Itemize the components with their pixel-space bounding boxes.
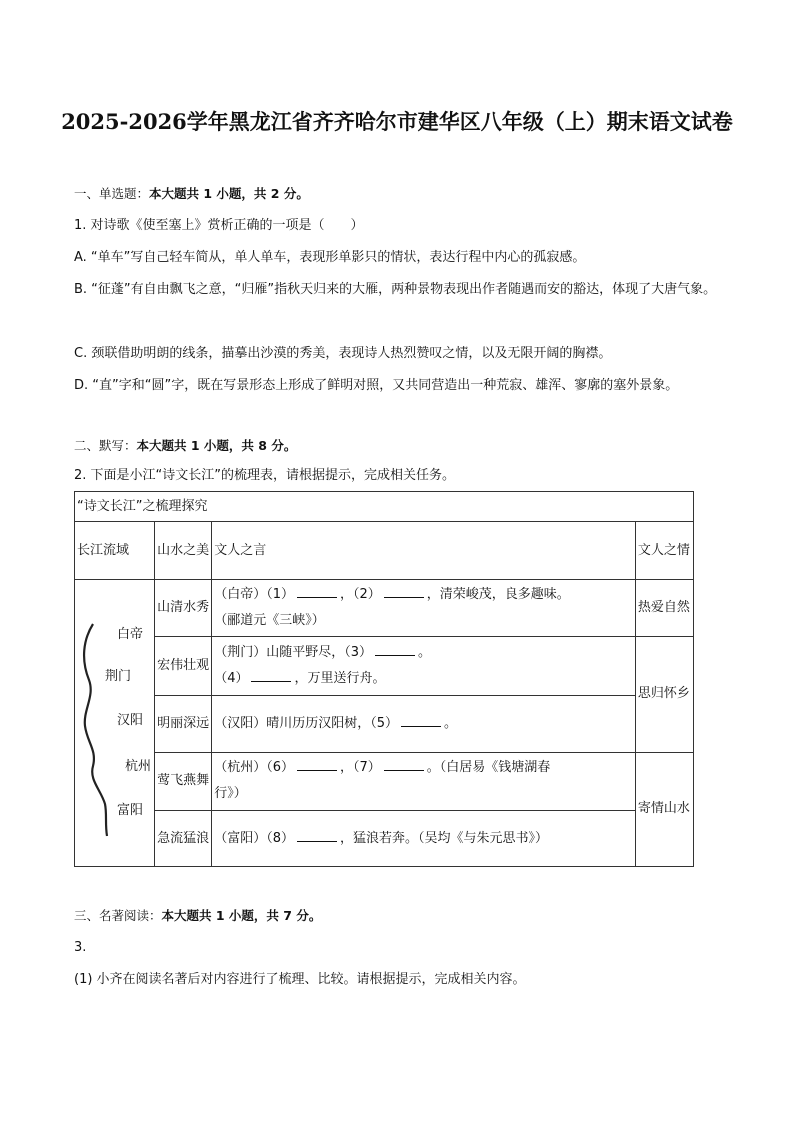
header-words: 文人之言 [212,522,636,580]
question-2-stem: 2. 下面是小江“诗文长江”的梳理表，请根据提示，完成相关任务。 [74,468,456,483]
section-heading-3: 三、名著阅读：本大题共 1 小题，共 7 分。 [74,908,322,923]
blank-5 [401,712,441,727]
row-feeling: 热爱自然 [635,580,693,637]
table-caption: “诗文长江”之梳理探究 [75,492,694,522]
row-beauty: 急流猛浪 [155,811,212,867]
blank-3 [375,641,415,656]
option-a: A. “单车”写自己轻车简从，单人单车，表现形单影只的情状，表达行程中内心的孤寂感。 [74,250,586,265]
city-hangzhou: 杭州 [125,759,152,774]
city-jingmen: 荆门 [105,669,132,684]
row-beauty: 山清水秀 [155,580,212,637]
city-baidi: 白帝 [117,627,144,642]
row-words: （荆门）山随平野尽，（3） 。 （4） ，万里送行舟。 [212,637,636,696]
blank-1 [297,583,337,598]
question-1-stem: 1. 对诗歌《使至塞上》赏析正确的一项是（ ） [74,218,364,233]
option-d: D. “直”字和“圆”字，既在写景形态上形成了鲜明对照，又共同营造出一种荒寂、雄浑、寥廓的塞外景象。 [74,378,679,393]
blank-8 [297,827,337,842]
row-beauty: 宏伟壮观 [155,637,212,696]
row-beauty: 莺飞燕舞 [155,752,212,811]
row-words: （白帝）（1） ，（2） ，清荣峻茂，良多趣味。 （郦道元《三峡》） [212,580,636,637]
blank-7 [384,756,424,771]
row-feeling: 寄情山水 [635,752,693,867]
question-3-number: 3. [74,940,87,955]
option-b: B. “征蓬”有自由飘飞之意，“归雁”指秋天归来的大雁，两种景物表现出作者随遇而安的豁达，体现了大唐气象。 [74,282,717,297]
blank-6 [297,756,337,771]
header-beauty: 山水之美 [155,522,212,580]
question-3-sub1: (1) 小齐在阅读名著后对内容进行了梳理、比较。请根据提示，完成相关内容。 [74,972,526,987]
row-beauty: 明丽深远 [155,695,212,752]
river-map [75,580,155,867]
exam-title: 2025-2026学年黑龙江省齐齐哈尔市建华区八年级（上）期末语文试卷 [61,109,733,134]
section-heading-1: 一、单选题：本大题共 1 小题，共 2 分。 [74,186,309,201]
city-hanyang: 汉阳 [117,713,144,728]
poetry-table [74,491,694,867]
header-feeling: 文人之情 [635,522,693,580]
header-basin: 长江流域 [75,522,155,580]
blank-4 [251,667,291,682]
option-c: C. 颈联借助明朗的线条，描摹出沙漠的秀美，表现诗人热烈赞叹之情，以及无限开阔的胸襟。 [74,346,612,361]
blank-2 [384,583,424,598]
row-words: （汉阳）晴川历历汉阳树，（5） 。 [212,695,636,752]
section-heading-2: 二、默写：本大题共 1 小题，共 8 分。 [74,438,297,453]
row-words: （杭州）（6） ，（7） 。（白居易《钱塘湖春 行》） [212,752,636,811]
row-words: （富阳）（8） ，猛浪若奔。（吴均《与朱元思书》） [212,811,636,867]
row-feeling: 思归怀乡 [635,637,693,753]
city-fuyang: 富阳 [117,803,144,818]
